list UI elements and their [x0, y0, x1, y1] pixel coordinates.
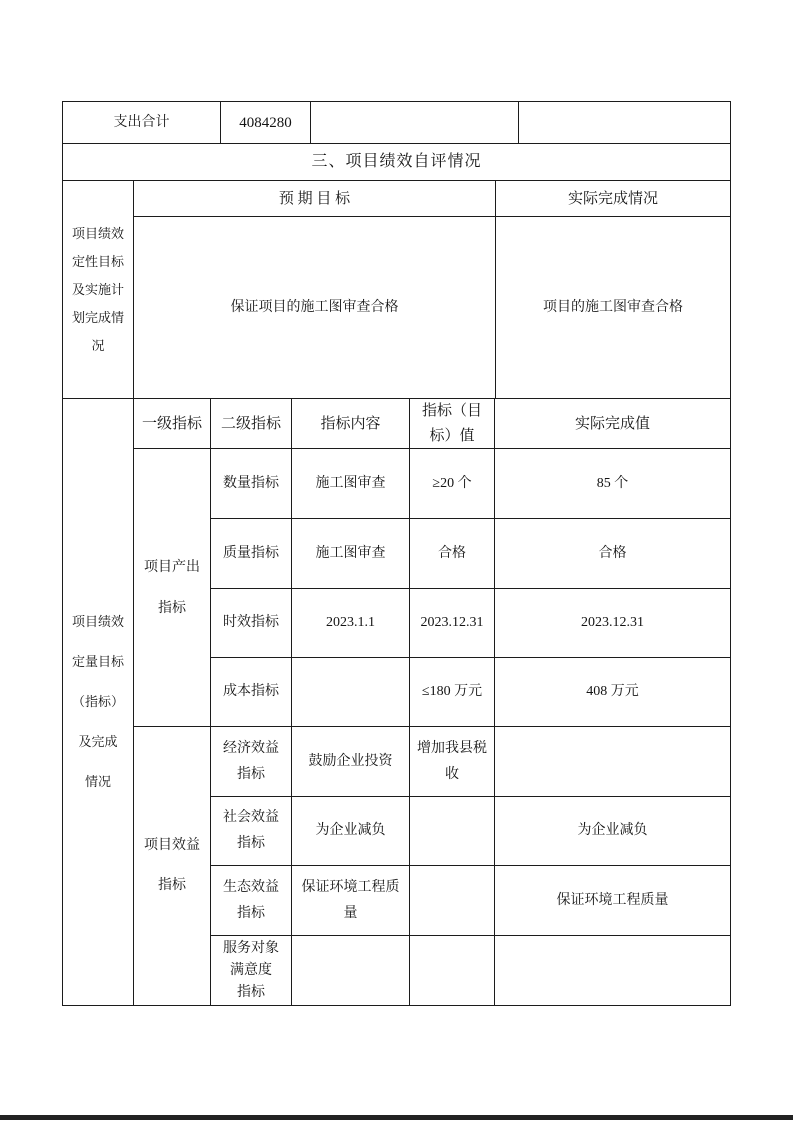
actual-value-cell: 为企业减负 — [494, 796, 731, 866]
actual-value-cell: 2023.12.31 — [494, 588, 731, 658]
scan-edge-line — [0, 1115, 793, 1120]
level1-benefit-indicators: 项目效益 指标 — [133, 726, 211, 1006]
indicator-content-cell: 为企业减负 — [291, 796, 410, 866]
level2-ecological-benefit-indicator: 生态效益 指标 — [210, 865, 292, 936]
indicator-content-cell: 保证环境工程质 量 — [291, 865, 410, 936]
indicator-content-cell — [291, 935, 410, 1006]
level2-timeliness-indicator: 时效指标 — [210, 588, 292, 658]
indicator-content-cell: 2023.1.1 — [291, 588, 410, 658]
expenditure-empty-cell — [310, 101, 519, 144]
actual-value-cell: 合格 — [494, 518, 731, 589]
qualitative-row-label: 项目绩效 定性目标 及实施计 划完成情 况 — [62, 180, 134, 399]
level2-quality-indicator: 质量指标 — [210, 518, 292, 589]
quantitative-row-label: 项目绩效 定量目标 （指标） 及完成 情况 — [62, 398, 134, 1006]
level2-economic-benefit-indicator: 经济效益 指标 — [210, 726, 292, 797]
indicator-content-cell: 鼓励企业投资 — [291, 726, 410, 797]
level2-cost-indicator: 成本指标 — [210, 657, 292, 727]
actual-completion-header: 实际完成情况 — [495, 180, 731, 217]
actual-value-cell — [494, 726, 731, 797]
expected-target-value: 保证项目的施工图审查合格 — [133, 216, 496, 399]
indicator-target-cell — [409, 935, 495, 1006]
indicator-target-cell — [409, 865, 495, 936]
expenditure-total-amount: 4084280 — [220, 101, 311, 144]
indicator-content-cell — [291, 657, 410, 727]
indicator-target-cell: 合格 — [409, 518, 495, 589]
expenditure-total-label: 支出合计 — [62, 101, 221, 144]
indicator-target-cell: ≥20 个 — [409, 448, 495, 519]
indicator-content-cell: 施工图审查 — [291, 448, 410, 519]
level2-satisfaction-indicator: 服务对象 满意度 指标 — [210, 935, 292, 1006]
header-indicator-target: 指标（目 标）值 — [409, 398, 495, 449]
header-level2-indicator: 二级指标 — [210, 398, 292, 449]
actual-value-cell: 保证环境工程质量 — [494, 865, 731, 936]
level1-output-indicators: 项目产出 指标 — [133, 448, 211, 727]
level2-quantity-indicator: 数量指标 — [210, 448, 292, 519]
actual-value-cell: 408 万元 — [494, 657, 731, 727]
actual-value-cell: 85 个 — [494, 448, 731, 519]
actual-value-cell — [494, 935, 731, 1006]
indicator-target-cell: 增加我县税 收 — [409, 726, 495, 797]
actual-completion-value: 项目的施工图审查合格 — [495, 216, 731, 399]
expected-target-header: 预 期 目 标 — [133, 180, 496, 217]
indicator-content-cell: 施工图审查 — [291, 518, 410, 589]
indicator-target-cell: 2023.12.31 — [409, 588, 495, 658]
header-indicator-content: 指标内容 — [291, 398, 410, 449]
level2-social-benefit-indicator: 社会效益 指标 — [210, 796, 292, 866]
expenditure-empty-cell — [518, 101, 731, 144]
indicator-target-cell: ≤180 万元 — [409, 657, 495, 727]
indicator-target-cell — [409, 796, 495, 866]
header-level1-indicator: 一级指标 — [133, 398, 211, 449]
section-title: 三、项目绩效自评情况 — [62, 143, 731, 181]
header-actual-value: 实际完成值 — [494, 398, 731, 449]
